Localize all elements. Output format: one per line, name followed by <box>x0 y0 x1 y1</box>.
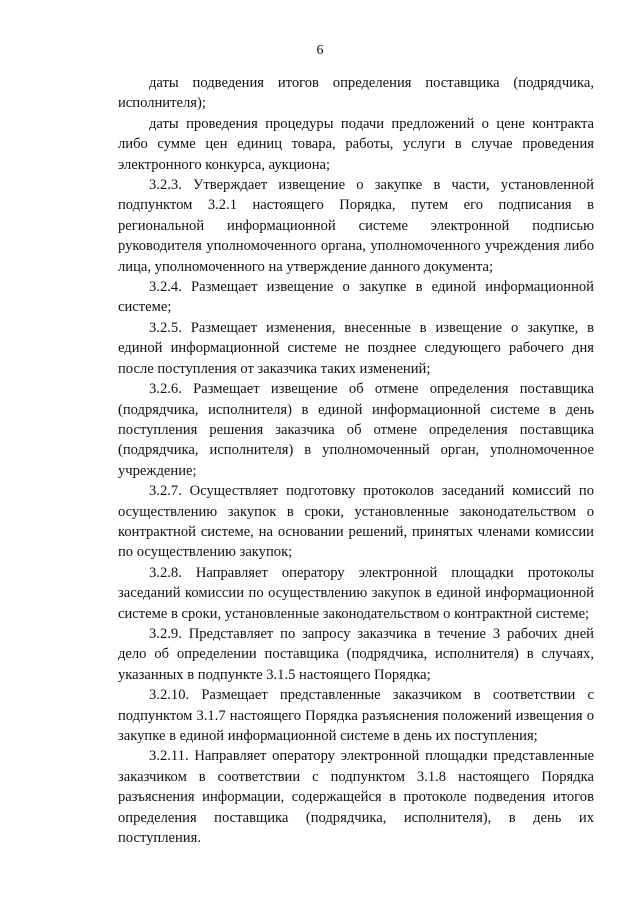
paragraph-price-offer-date: даты проведения процедуры подачи предложений о цене контракта либо сумме цен единиц товара, работы, услуги в случае проведения электронного конкурса, аукциона; <box>118 115 594 173</box>
paragraph-3-2-5: 3.2.5. Размещает изменения, внесенные в извещение о закупке, в единой информационной системе не позднее следующего рабочего дня после поступления от заказчика таких изменений; <box>118 319 594 377</box>
document-body <box>118 73 594 848</box>
paragraph-3-2-8: 3.2.8. Направляет оператору электронной площадки протоколы заседаний комиссии по осуществлению закупок в единой информационной системе в сроки, установленные законодательством о контрактной системе; <box>118 564 594 622</box>
paragraph-3-2-10: 3.2.10. Размещает представленные заказчиком в соответствии с подпунктом 3.1.7 настоящего Порядка разъяснения положений извещения о закупке в единой информационной системе в день их поступления; <box>118 687 594 744</box>
paragraph-3-2-6: 3.2.6. Размещает извещение об отмене определения поставщика (подрядчика, исполнителя) в единой информационной системе в день поступления решения заказчика об отмене определения поставщика (подрядчика, исполнителя) в уполномоченный орган, уполномоченное учреждение; <box>118 381 594 479</box>
paragraph-3-2-9: 3.2.9. Представляет по запросу заказчика в течение 3 рабочих дней дело об определении поставщика (подрядчика, исполнителя) в случаях, указанных в подпункте 3.1.5 настоящего Порядка; <box>118 625 594 683</box>
paragraph-summary-date: даты подведения итогов определения поставщика (подрядчика, исполнителя); <box>118 75 594 112</box>
paragraph-3-2-11: 3.2.11. Направляет оператору электронной площадки представленные заказчиком в соответствии с подпунктом 3.1.8 настоящего Порядка разъяснения информации, содержащейся в протоколе подведения итогов определения поставщика (подрядчика, исполнителя), в день их поступления. <box>118 748 594 847</box>
paragraph-3-2-4: 3.2.4. Размещает извещение о закупке в единой информационной системе; <box>118 279 594 316</box>
paragraph-3-2-7: 3.2.7. Осуществляет подготовку протоколов заседаний комиссий по осуществлению закупок в сроки, установленные законодательством о контрактной системе, на основании решений, принятых членами комиссии по осуществлению закупок; <box>118 483 594 561</box>
paragraph-3-2-3: 3.2.3. Утверждает извещение о закупке в части, установленной подпунктом 3.2.1 настоящего Порядка, путем его подписания в региональной информационной системе электронной подписью руководителя уполномоченного органа, уполномоченного учреждения либо лица, уполномоченного на утверждение данного документа; <box>118 177 594 275</box>
page-number: 6 <box>316 43 324 58</box>
